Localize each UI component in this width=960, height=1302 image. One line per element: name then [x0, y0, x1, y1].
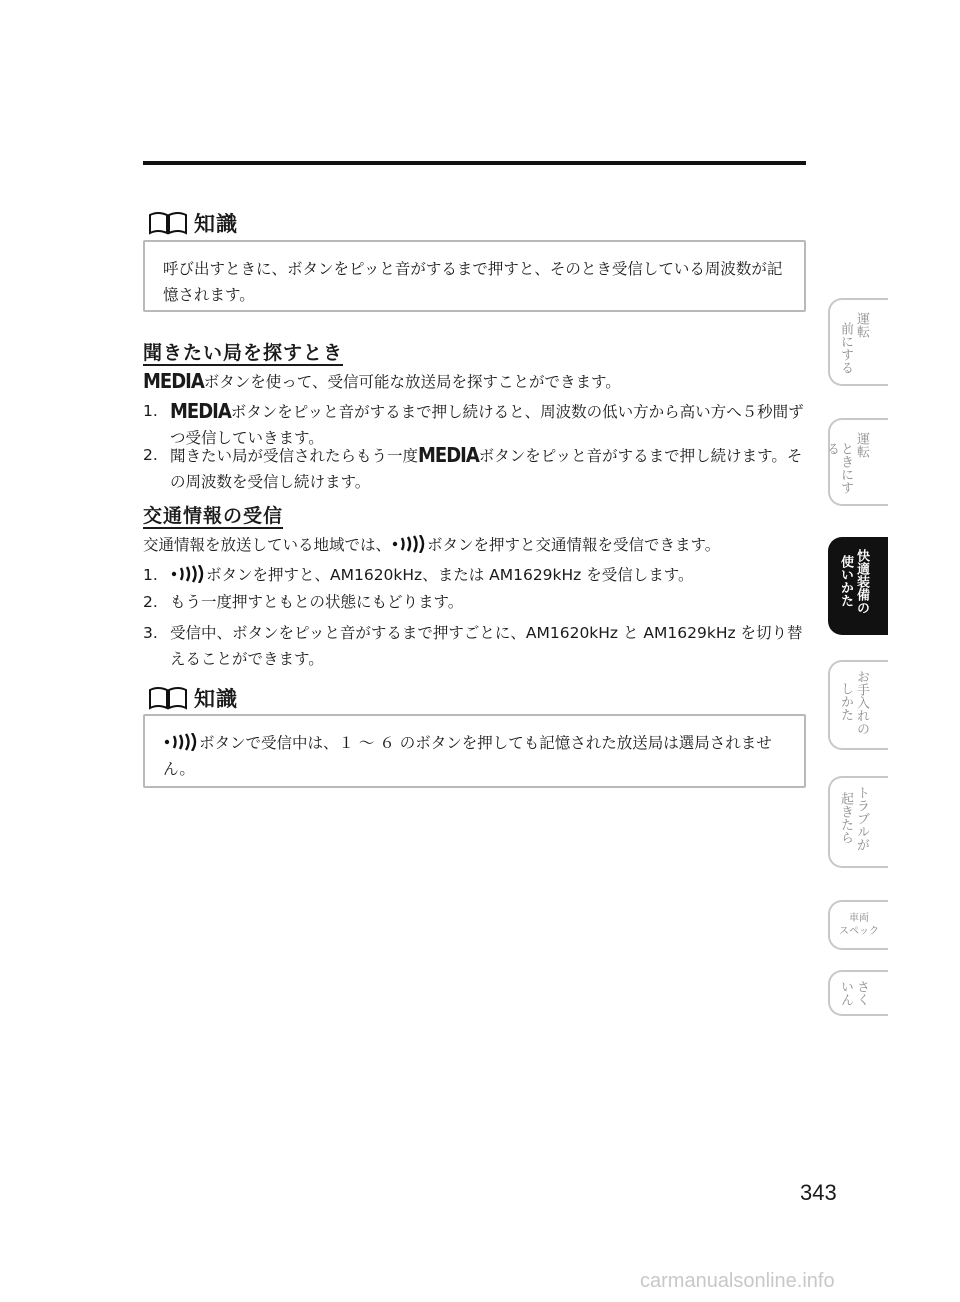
list-item: 2. もう一度押すともとの状態にもどります。	[143, 593, 464, 611]
traffic-info-icon	[170, 565, 206, 583]
section2-intro: 交通情報を放送している地域では、 ボタンを押すと交通情報を受信できます。	[143, 536, 721, 554]
tab-maintenance[interactable]: お手入れの しかた	[828, 660, 888, 750]
tab-while-driving[interactable]: 運転 ときにする	[828, 418, 888, 506]
knowledge-title: 知識	[194, 212, 238, 236]
page-number: 343	[800, 1180, 837, 1205]
book-icon	[148, 211, 188, 235]
tab-index[interactable]: さく いん	[828, 970, 888, 1016]
top-rule	[143, 161, 806, 165]
watermark: carmanualsonline.info	[640, 1270, 835, 1292]
media-button-label: MEDIA	[143, 369, 204, 393]
knowledge-heading-1	[148, 208, 238, 238]
tab-before-driving[interactable]: 運転 前にする	[828, 298, 888, 386]
book-icon	[148, 686, 188, 710]
media-button-label: MEDIA	[418, 443, 479, 467]
list-item: 2. 聞きたい局が受信されたらもう一度MEDIAボタンをピッと音がするまで押し続けます。その周波数を受信し続けます。	[143, 443, 803, 491]
knowledge-title: 知識	[194, 687, 238, 711]
traffic-info-icon	[391, 535, 427, 553]
tab-vehicle-specs[interactable]: 車両 スペック	[828, 900, 888, 950]
knowledge-text: 呼び出すときに、ボタンをピッと音がするまで押すと、そのとき受信している周波数が記憶されます。	[163, 260, 783, 304]
knowledge-text: ボタンで受信中は、１ 〜 ６ のボタンを押しても記憶された放送局は選局されません。	[163, 734, 772, 778]
knowledge-box-1	[143, 240, 806, 312]
list-item: 1. ボタンを押すと、AM1620kHz、または AM1629kHz を受信します。	[143, 566, 694, 584]
tab-comfort-features[interactable]: 快適装備の 使いかた	[828, 537, 888, 635]
section-title-traffic-info: 交通情報の受信	[143, 505, 284, 527]
knowledge-heading-2	[148, 683, 238, 713]
knowledge-box-2	[143, 714, 806, 788]
traffic-info-icon	[163, 733, 199, 751]
list-item: 3. 受信中、ボタンをピッと音がするまで押すごとに、AM1620kHz と AM1629kHz を切り替えることができます。	[143, 624, 803, 668]
list-item: 1. MEDIAボタンをピッと音がするまで押し続けると、周波数の低い方から高い方へ５秒間ずつ受信していきます。	[143, 399, 804, 447]
media-button-label: MEDIA	[170, 399, 231, 423]
tab-troubleshooting[interactable]: トラブルが 起きたら	[828, 776, 888, 868]
section-title-search-station: 聞きたい局を探すとき	[143, 342, 344, 364]
section1-intro: MEDIAボタンを使って、受信可能な放送局を探すことができます。	[143, 369, 621, 393]
